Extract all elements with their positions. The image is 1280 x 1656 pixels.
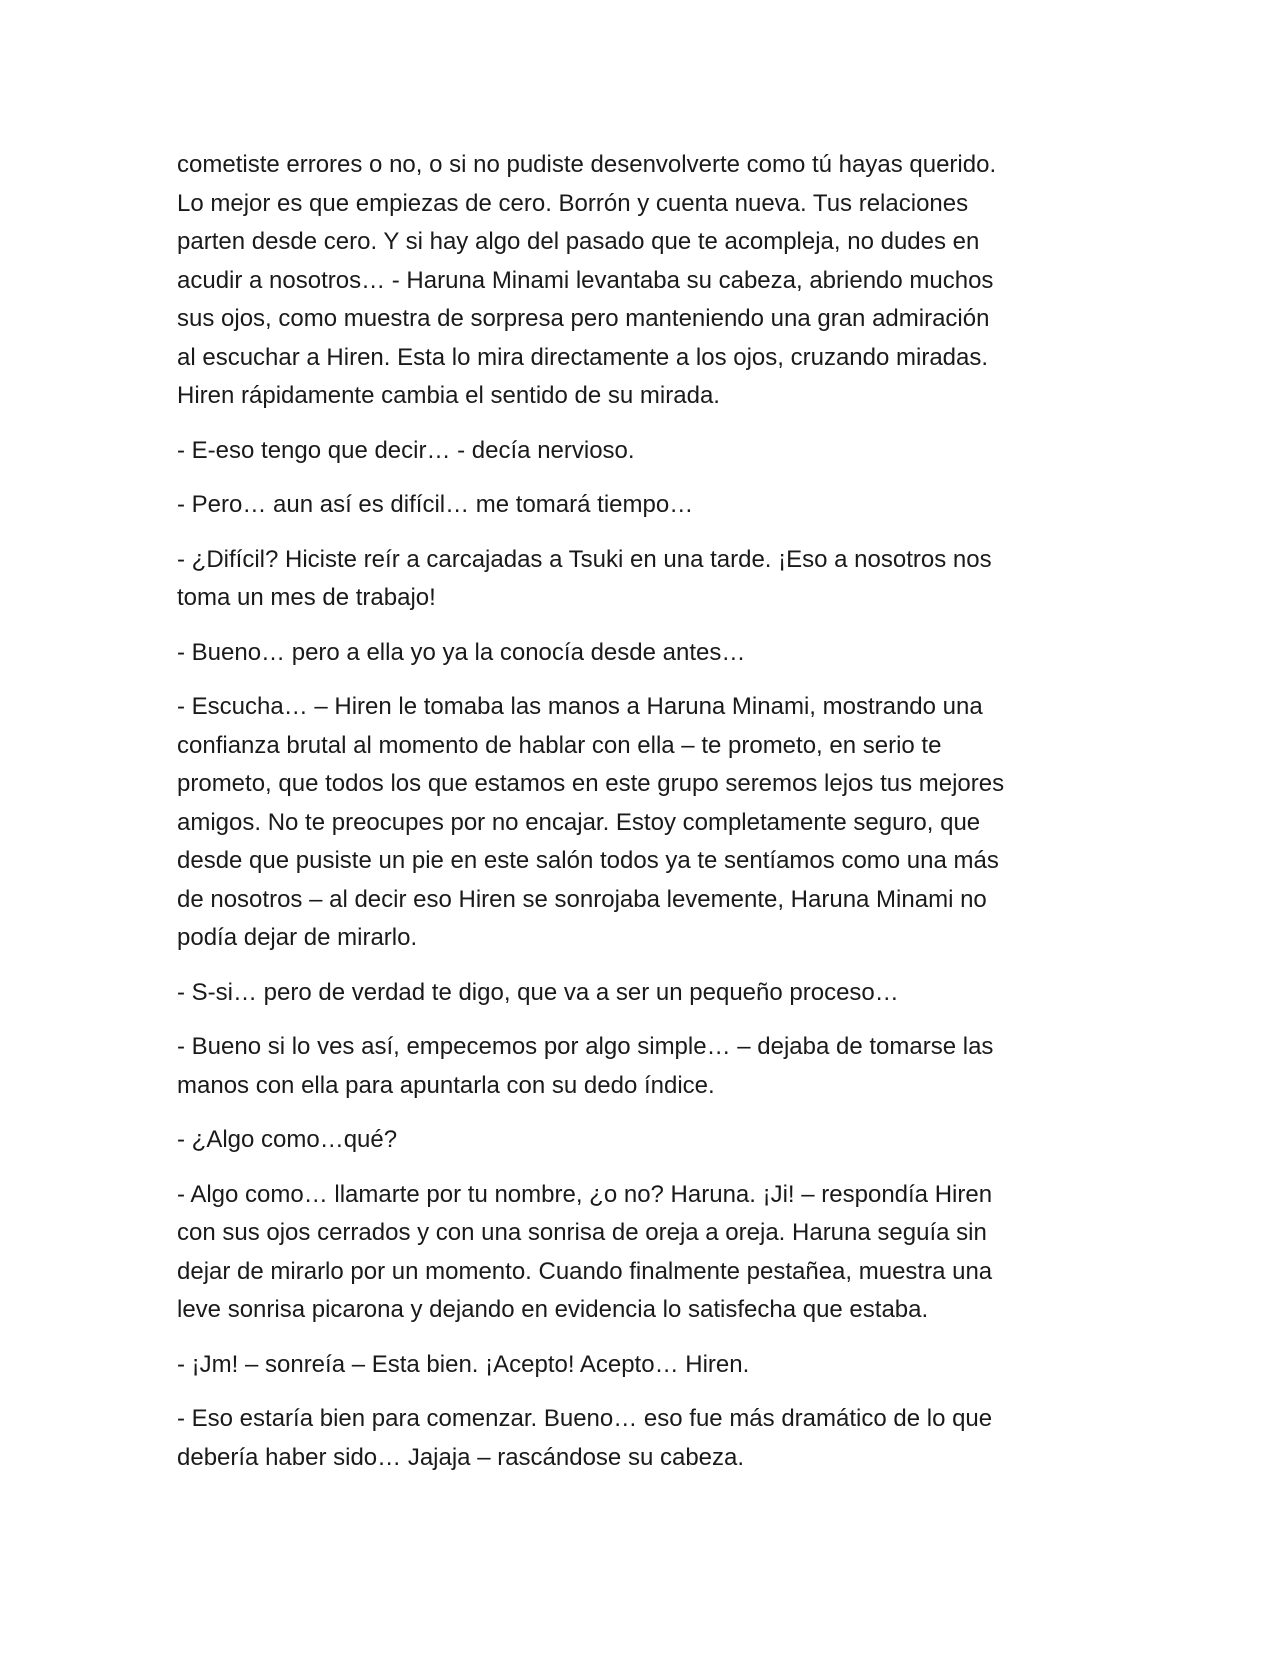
text-line: - Pero… aun así es difícil… me tomará tiempo… <box>177 491 694 518</box>
paragraph <box>177 974 1107 1013</box>
text-line: podía dejar de mirarlo. <box>177 924 418 951</box>
document-body <box>177 146 1107 1493</box>
text-line: amigos. No te preocupes por no encajar. Estoy completamente seguro, que <box>177 808 981 836</box>
text-line: - Bueno si lo ves así, empecemos por algo simple… – dejaba de tomarse las <box>177 1033 994 1060</box>
text-line: de nosotros – al decir eso Hiren se sonrojaba levemente, Haruna Minami no <box>177 885 987 913</box>
paragraph <box>177 1176 1107 1330</box>
text-line: con sus ojos cerrados y con una sonrisa de oreja a oreja. Haruna seguía sin <box>177 1219 987 1246</box>
text-line: manos con ella para apuntarla con su dedo índice. <box>177 1071 715 1099</box>
paragraph <box>177 1121 1107 1160</box>
text-line: - ¿Algo como…qué? <box>177 1126 398 1153</box>
paragraph <box>177 1028 1107 1105</box>
text-line: - Algo como… llamarte por tu nombre, ¿o no? Haruna. ¡Ji! – respondía Hiren <box>177 1180 993 1208</box>
text-line: parten desde cero. Y si hay algo del pasado que te acompleja, no dudes en <box>177 228 980 255</box>
text-line: debería haber sido… Jajaja – rascándose su cabeza. <box>177 1443 745 1471</box>
text-line: al escuchar a Hiren. Esta lo mira directamente a los ojos, cruzando miradas. <box>177 343 989 371</box>
text-line: - Escucha… – Hiren le tomaba las manos a Haruna Minami, mostrando una <box>177 693 983 720</box>
paragraph <box>177 146 1107 416</box>
text-line: dejar de mirarlo por un momento. Cuando finalmente pestañea, muestra una <box>177 1257 993 1285</box>
text-line: desde que pusiste un pie en este salón todos ya te sentíamos como una más <box>177 847 999 874</box>
paragraph <box>177 634 1107 673</box>
paragraph <box>177 1400 1107 1477</box>
paragraph <box>177 1346 1107 1385</box>
text-line: - S-si… pero de verdad te digo, que va a ser un pequeño proceso… <box>177 978 899 1006</box>
text-line: toma un mes de trabajo! <box>177 584 436 611</box>
text-line: prometo, que todos los que estamos en este grupo seremos lejos tus mejores <box>177 770 1005 797</box>
paragraph <box>177 486 1107 525</box>
text-line: - Eso estaría bien para comenzar. Bueno… eso fue más dramático de lo que <box>177 1405 993 1432</box>
text-line: - ¿Difícil? Hiciste reír a carcajadas a Tsuki en una tarde. ¡Eso a nosotros nos <box>177 545 992 573</box>
text-line: acudir a nosotros… - Haruna Minami levantaba su cabeza, abriendo muchos <box>177 266 994 294</box>
text-line: Hiren rápidamente cambia el sentido de su mirada. <box>177 382 720 409</box>
text-line: - ¡Jm! – sonreía – Esta bien. ¡Acepto! Acepto… Hiren. <box>177 1350 750 1378</box>
text-line: - E-eso tengo que decir… - decía nervioso. <box>177 436 635 464</box>
text-line: confianza brutal al momento de hablar con ella – te prometo, en serio te <box>177 731 942 759</box>
paragraph <box>177 541 1107 618</box>
text-line: leve sonrisa picarona y dejando en evidencia lo satisfecha que estaba. <box>177 1296 929 1323</box>
text-line: sus ojos, como muestra de sorpresa pero manteniendo una gran admiración <box>177 305 990 332</box>
paragraph <box>177 432 1107 471</box>
text-line: Lo mejor es que empiezas de cero. Borrón y cuenta nueva. Tus relaciones <box>177 189 969 217</box>
text-line: - Bueno… pero a ella yo ya la conocía desde antes… <box>177 638 746 666</box>
text-line: cometiste errores o no, o si no pudiste desenvolverte como tú hayas querido. <box>177 151 997 178</box>
paragraph <box>177 688 1107 958</box>
